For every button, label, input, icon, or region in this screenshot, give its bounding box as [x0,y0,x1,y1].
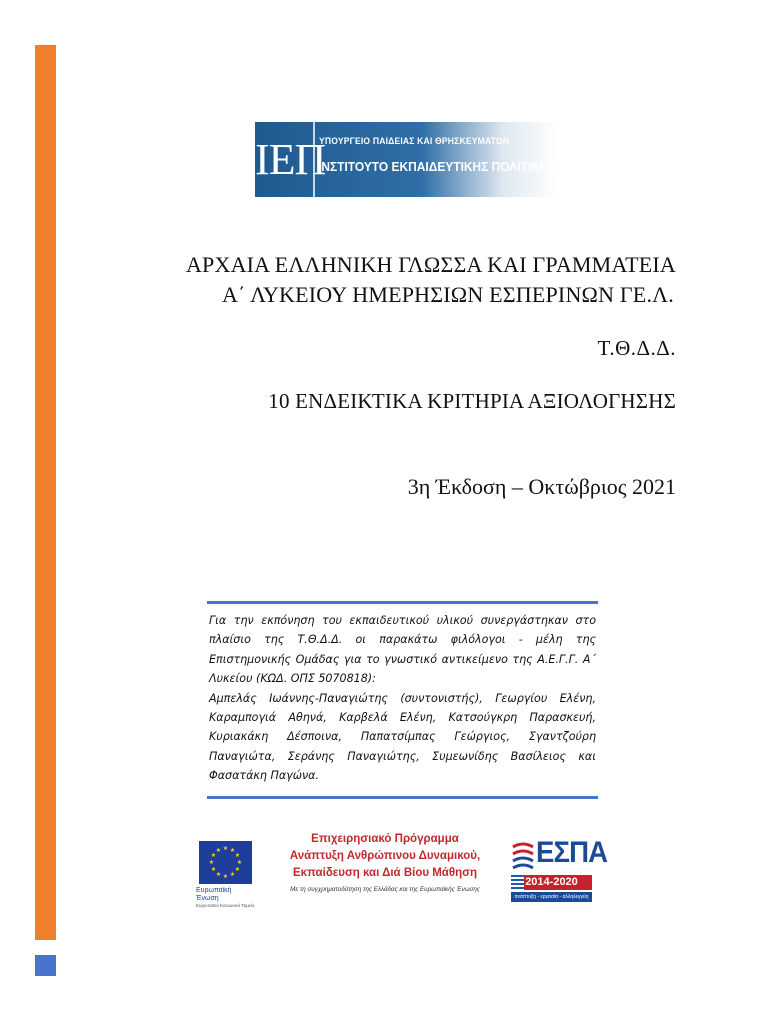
program-line-1: Επιχειρησιακό Πρόγραμμα [311,833,459,845]
svg-text:★: ★ [234,866,241,873]
edition-date: 3η Έκδοση – Οκτώβριος 2021 [407,474,676,499]
eu-caption-main: Ευρωπαϊκή Ένωση [196,887,232,902]
criteria-heading: 10 ΕΝΔΕΙΚΤΙΚΑ ΚΡΙΤΗΡΙΑ ΑΞΙΟΛΟΓΗΣΗΣ [268,389,676,413]
svg-text:★: ★ [215,847,222,854]
eu-caption [196,887,256,909]
greek-flag-icon [511,875,524,890]
svg-text:★: ★ [210,866,217,873]
svg-text:★: ★ [222,873,229,880]
espa-logo [511,835,608,905]
title-line-2: Α΄ ΛΥΚΕΙΟΥ ΗΜΕΡΗΣΙΩΝ ΕΣΠΕΡΙΝΩΝ ΓΕ.Λ. [222,282,674,307]
credits-intro: Για την εκπόνηση του εκπαιδευτικού υλικού συνεργάστηκαν στο πλαίσιο της Τ.Θ.Δ.Δ. οι παρακάτω φιλόλογοι - μέλη της Επιστημονικής Ομάδας για το γνωστικό αντικείμενο της Α.Ε.Γ.Γ. Α΄ Λυκείου (ΚΩΔ. ΟΠΣ 5070818): [209,614,596,686]
left-accent-bar [35,45,56,940]
svg-text:★: ★ [215,871,222,878]
bottom-accent-square [35,955,56,976]
credits-box [207,601,598,799]
espa-wordmark: ΕΣΠΑ [536,836,608,869]
svg-text:★: ★ [236,859,243,866]
eu-flag-icon [199,841,252,884]
eu-caption-fund: Ευρωπαϊκό Κοινωνικό Ταμείο [196,903,255,908]
espa-years: 2014-2020 [511,875,592,890]
document-title [186,250,676,310]
program-cofunding-note: Με τη συγχρηματοδότηση της Ελλάδας και της Ευρωπαϊκής Ένωσης [290,886,480,893]
svg-text:★: ★ [210,852,217,859]
program-line-3: Εκπαίδευση και Διά Βίου Μάθηση [292,867,478,879]
espa-emblem-icon [511,841,535,877]
svg-text:★: ★ [229,871,236,878]
ministry-name: ΥΠΟΥΡΓΕΙΟ ΠΑΙΔΕΙΑΣ ΚΑΙ ΘΡΗΣΚΕΥΜΑΤΩΝ [319,136,510,146]
iep-logo [255,122,558,197]
program-line-2: Ανάπτυξη Ανθρώπινου Δυναμικού, [289,850,481,862]
svg-text:★: ★ [222,845,229,852]
institute-name: ΙΝΣΤΙΤΟΥΤΟ ΕΚΠΑΙΔΕΥΤΙΚΗΣ ΠΟΛΙΤΙΚΗΣ [318,159,556,174]
svg-text:★: ★ [229,847,236,854]
svg-text:★: ★ [208,859,215,866]
title-line-1: ΑΡΧΑΙΑ ΕΛΛΗΝΙΚΗ ΓΛΩΣΣΑ ΚΑΙ ΓΡΑΜΜΑΤΕΙΑ [185,252,676,277]
credits-names: Αμπελάς Ιωάννης-Παναγιώτης (συντονιστής), Γεωργίου Ελένη, Καραμπογιά Αθηνά, Καρβελά Ελένη, Κατσούγκρη Παρασκευή, Κυριακάκη Δέσποινα, Παπατσίμπας Γεώργιος, Σγαντζούρη Παναγιώτα, Σεράνης Παναγιώτης, Συμεωνίδης Βασίλειος και Φασατάκη Παγώνα. [209,691,596,783]
svg-text:★: ★ [234,852,241,859]
espa-tagline: ανάπτυξη - εργασία - αλληλεγγύη [511,892,592,902]
document-subtitle: Τ.Θ.Δ.Δ. [597,336,676,360]
iep-monogram: ΙΕΠ [255,122,315,197]
operational-program-logo [270,831,500,896]
